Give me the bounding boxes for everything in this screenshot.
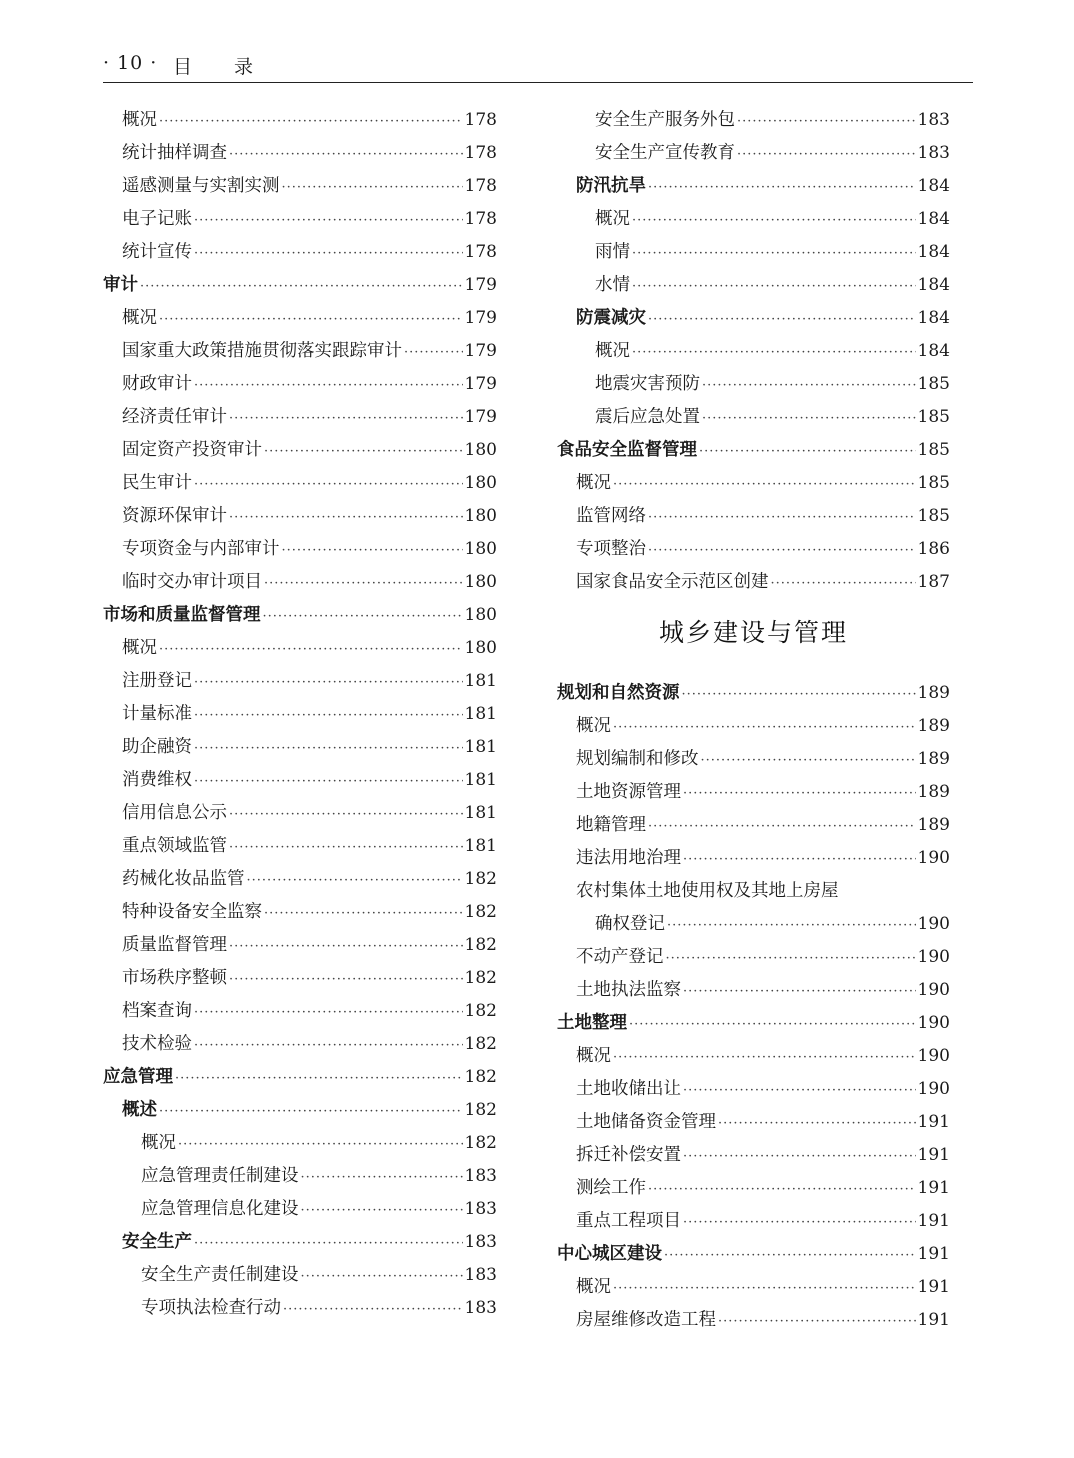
toc-entry[interactable]: [557, 943, 950, 976]
dot-leader: [263, 609, 463, 624]
toc-entry-page: 191: [917, 1145, 950, 1165]
dot-leader: [194, 378, 463, 393]
toc-entry-page: 183: [464, 1199, 497, 1219]
dot-leader: [664, 1248, 916, 1263]
toc-entry-page: 182: [464, 1001, 497, 1021]
toc-entry-page: 178: [464, 242, 497, 262]
toc-entry-title: 质量监督管理: [122, 935, 227, 955]
toc-entry[interactable]: [557, 1207, 950, 1240]
toc-entry-page: 179: [464, 308, 497, 328]
toc-entry-title: 注册登记: [122, 671, 192, 691]
dot-leader: [648, 543, 916, 558]
dot-leader: [194, 213, 463, 228]
toc-entry[interactable]: [103, 832, 497, 865]
toc-right-top: [557, 106, 950, 601]
toc-entry[interactable]: [103, 1129, 497, 1162]
toc-entry-page: 180: [464, 506, 497, 526]
toc-entry-title: 审计: [103, 275, 138, 295]
toc-entry-page: 181: [464, 836, 497, 856]
toc-entry[interactable]: [557, 172, 950, 205]
toc-entry-page: 180: [464, 638, 497, 658]
toc-entry-title: 专项资金与内部审计: [122, 539, 280, 559]
dot-leader: [194, 1005, 463, 1020]
toc-entry-page: 178: [464, 209, 497, 229]
toc-entry-title: 概况: [576, 473, 611, 493]
dot-leader: [159, 1104, 463, 1119]
dot-leader: [282, 543, 463, 558]
toc-entry-page: 183: [464, 1298, 497, 1318]
dot-leader: [666, 951, 916, 966]
toc-entry-title: 国家食品安全示范区创建: [576, 572, 769, 592]
section-title: 城乡建设与管理: [658, 618, 848, 647]
dot-leader: [194, 1038, 463, 1053]
toc-entry[interactable]: [103, 1294, 497, 1327]
toc-entry-title: 水情: [595, 275, 630, 295]
toc-entry-title: 规划编制和修改: [576, 749, 699, 769]
toc-entry[interactable]: [557, 139, 950, 172]
toc-entry[interactable]: [557, 1174, 950, 1207]
toc-entry[interactable]: [103, 337, 497, 370]
toc-entry[interactable]: [557, 370, 950, 403]
toc-entry-title: 确权登记: [595, 914, 665, 934]
dot-leader: [648, 180, 916, 195]
dot-leader: [229, 147, 463, 162]
toc-entry-title: 监管网络: [576, 506, 646, 526]
toc-entry-title: 市场秩序整顿: [122, 968, 227, 988]
toc-entry-page: 183: [917, 143, 950, 163]
toc-entry-page: 191: [917, 1244, 950, 1264]
toc-left-column: [103, 106, 497, 1327]
toc-entry-title: 安全生产服务外包: [595, 110, 735, 130]
toc-entry-page: 191: [917, 1211, 950, 1231]
toc-entry[interactable]: [103, 1261, 497, 1294]
toc-entry-title: 房屋维修改造工程: [576, 1310, 716, 1330]
toc-entry-page: 182: [464, 1034, 497, 1054]
toc-entry-title: 档案查询: [122, 1001, 192, 1021]
dot-leader: [194, 246, 463, 261]
dot-leader: [632, 345, 916, 360]
toc-entry[interactable]: [557, 712, 950, 745]
dot-leader: [283, 1302, 463, 1317]
toc-entry-page: 180: [464, 605, 497, 625]
toc-entry[interactable]: [557, 469, 950, 502]
toc-entry[interactable]: [103, 370, 497, 403]
toc-entry-page: 187: [917, 572, 950, 592]
dot-leader: [282, 180, 463, 195]
dot-leader: [194, 741, 463, 756]
toc-entry[interactable]: [557, 811, 950, 844]
toc-entry[interactable]: [557, 1042, 950, 1075]
dot-leader: [632, 279, 916, 294]
dot-leader: [683, 1215, 916, 1230]
toc-entry[interactable]: [557, 976, 950, 1009]
toc-entry-page: 180: [464, 572, 497, 592]
toc-entry[interactable]: [103, 931, 497, 964]
toc-entry[interactable]: [557, 535, 950, 568]
toc-entry-page: 184: [917, 275, 950, 295]
dot-leader: [229, 840, 463, 855]
toc-entry[interactable]: [103, 601, 497, 634]
dot-leader: [702, 411, 916, 426]
dot-leader: [613, 1281, 916, 1296]
dot-leader: [701, 753, 916, 768]
dot-leader: [648, 510, 916, 525]
dot-leader: [613, 720, 916, 735]
toc-entry-page: 180: [464, 539, 497, 559]
toc-entry-title: 概况: [595, 209, 630, 229]
dot-leader: [613, 477, 916, 492]
toc-entry[interactable]: [557, 1075, 950, 1108]
toc-entry-title: 测绘工作: [576, 1178, 646, 1198]
toc-entry-page: 180: [464, 440, 497, 460]
toc-entry-title: 应急管理: [103, 1067, 173, 1087]
dot-leader: [159, 312, 463, 327]
toc-right-bottom: [557, 679, 950, 1339]
dot-leader: [683, 852, 916, 867]
toc-entry[interactable]: [557, 745, 950, 778]
dot-leader: [175, 1071, 463, 1086]
toc-entry-title: 农村集体土地使用权及其地上房屋: [576, 881, 839, 901]
toc-entry-page: 184: [917, 209, 950, 229]
toc-entry-page: 185: [917, 407, 950, 427]
toc-entry-page: 184: [917, 308, 950, 328]
toc-entry-title: 不动产登记: [576, 947, 664, 967]
dot-leader: [264, 576, 463, 591]
dot-leader: [667, 918, 916, 933]
dot-leader: [404, 345, 463, 360]
toc-entry-page: 186: [917, 539, 950, 559]
toc-entry[interactable]: [103, 403, 497, 436]
toc-right-column: [557, 106, 950, 1339]
toc-entry-page: 182: [464, 1067, 497, 1087]
toc-entry-page: 181: [464, 704, 497, 724]
toc-entry-title: 地震灾害预防: [595, 374, 700, 394]
toc-entry-title: 技术检验: [122, 1034, 192, 1054]
toc-entry[interactable]: [557, 877, 950, 910]
toc-entry-title: 应急管理信息化建设: [141, 1199, 299, 1219]
dot-leader: [648, 312, 916, 327]
toc-entry-title: 市场和质量监督管理: [103, 605, 261, 625]
toc-entry-page: 180: [464, 473, 497, 493]
toc-entry-page: 190: [917, 947, 950, 967]
toc-entry-title: 重点领域监管: [122, 836, 227, 856]
toc-entry-title: 概况: [576, 1277, 611, 1297]
toc-entry-page: 182: [464, 935, 497, 955]
toc-entry-page: 183: [464, 1166, 497, 1186]
dot-leader: [194, 708, 463, 723]
toc-entry[interactable]: [557, 568, 950, 601]
toc-entry-page: 189: [917, 716, 950, 736]
toc-entry[interactable]: [557, 436, 950, 469]
dot-leader: [159, 114, 463, 129]
toc-entry-title: 经济责任审计: [122, 407, 227, 427]
toc-entry[interactable]: [103, 238, 497, 271]
dot-leader: [718, 1314, 916, 1329]
toc-entry[interactable]: [557, 1009, 950, 1042]
toc-entry-title: 地籍管理: [576, 815, 646, 835]
toc-entry-page: 179: [464, 374, 497, 394]
toc-entry-title: 安全生产责任制建设: [141, 1265, 299, 1285]
dot-leader: [683, 786, 916, 801]
toc-entry[interactable]: [103, 1162, 497, 1195]
toc-entry-page: 178: [464, 110, 497, 130]
toc-entry-page: 190: [917, 1046, 950, 1066]
dot-leader: [629, 1017, 916, 1032]
dot-leader: [301, 1203, 463, 1218]
dot-leader: [264, 906, 463, 921]
page-header: [103, 50, 973, 83]
toc-entry[interactable]: [557, 238, 950, 271]
dot-leader: [771, 576, 916, 591]
toc-entry[interactable]: [557, 1306, 950, 1339]
toc-entry-title: 食品安全监督管理: [557, 440, 697, 460]
dot-leader: [301, 1269, 463, 1284]
toc-entry-title: 震后应急处置: [595, 407, 700, 427]
toc-entry-page: 181: [464, 770, 497, 790]
toc-entry-title: 拆迁补偿安置: [576, 1145, 681, 1165]
dot-leader: [301, 1170, 463, 1185]
toc-entry-page: 185: [917, 440, 950, 460]
dot-leader: [194, 1236, 463, 1251]
toc-entry-page: 181: [464, 737, 497, 757]
dot-leader: [737, 147, 916, 162]
toc-entry[interactable]: [103, 1195, 497, 1228]
dot-leader: [683, 984, 916, 999]
toc-entry-title: 民生审计: [122, 473, 192, 493]
toc-entry[interactable]: [103, 766, 497, 799]
toc-entry-title: 计量标准: [122, 704, 192, 724]
toc-entry[interactable]: [103, 865, 497, 898]
toc-entry-page: 182: [464, 902, 497, 922]
page-number: · 10 ·: [103, 52, 158, 74]
toc-entry-title: 财政审计: [122, 374, 192, 394]
toc-entry-title: 统计宣传: [122, 242, 192, 262]
dot-leader: [194, 477, 463, 492]
dot-leader: [229, 510, 463, 525]
toc-entry-title: 临时交办审计项目: [122, 572, 262, 592]
dot-leader: [229, 939, 463, 954]
toc-entry-title: 概况: [122, 308, 157, 328]
toc-entry[interactable]: [557, 271, 950, 304]
toc-entry[interactable]: [103, 469, 497, 502]
toc-entry-title: 概况: [122, 638, 157, 658]
toc-entry-page: 182: [464, 968, 497, 988]
toc-entry-page: 189: [917, 782, 950, 802]
toc-entry-title: 概况: [141, 1133, 176, 1153]
toc-entry-title: 遥感测量与实割实测: [122, 176, 280, 196]
toc-entry-page: 189: [917, 815, 950, 835]
toc-entry[interactable]: [103, 1096, 497, 1129]
toc-entry-page: 179: [464, 341, 497, 361]
toc-entry-title: 雨情: [595, 242, 630, 262]
toc-entry[interactable]: [557, 1108, 950, 1141]
toc-entry[interactable]: [557, 778, 950, 811]
toc-entry-title: 土地资源管理: [576, 782, 681, 802]
toc-entry-title: 应急管理责任制建设: [141, 1166, 299, 1186]
toc-entry[interactable]: [103, 535, 497, 568]
dot-leader: [229, 807, 463, 822]
toc-entry[interactable]: [557, 1273, 950, 1306]
toc-entry-page: 190: [917, 914, 950, 934]
toc-entry-title: 电子记账: [122, 209, 192, 229]
toc-entry-page: 179: [464, 407, 497, 427]
toc-entry[interactable]: [103, 1030, 497, 1063]
toc-entry-title: 概况: [576, 1046, 611, 1066]
toc-entry[interactable]: [557, 106, 950, 139]
dot-leader: [648, 819, 916, 834]
toc-entry-title: 概况: [576, 716, 611, 736]
toc-entry[interactable]: [557, 1141, 950, 1174]
dot-leader: [194, 675, 463, 690]
toc-entry[interactable]: [557, 304, 950, 337]
toc-entry-title: 概况: [122, 110, 157, 130]
toc-entry-page: 184: [917, 176, 950, 196]
toc-entry[interactable]: [103, 733, 497, 766]
toc-entry-title: 概述: [122, 1100, 157, 1120]
toc-entry-page: 191: [917, 1112, 950, 1132]
dot-leader: [264, 444, 463, 459]
toc-entry-page: 189: [917, 683, 950, 703]
toc-entry-page: 189: [917, 749, 950, 769]
toc-entry[interactable]: [557, 679, 950, 712]
toc-entry[interactable]: [557, 502, 950, 535]
toc-entry-page: 191: [917, 1310, 950, 1330]
toc-entry-title: 概况: [595, 341, 630, 361]
toc-entry-page: 178: [464, 143, 497, 163]
toc-entry[interactable]: [103, 799, 497, 832]
toc-entry[interactable]: [103, 1228, 497, 1261]
dot-leader: [229, 411, 463, 426]
toc-entry-title: 助企融资: [122, 737, 192, 757]
toc-entry-title: 专项整治: [576, 539, 646, 559]
toc-entry-page: 184: [917, 341, 950, 361]
toc-entry-page: 190: [917, 848, 950, 868]
toc-entry-page: 191: [917, 1277, 950, 1297]
dot-leader: [178, 1137, 463, 1152]
dot-leader: [159, 642, 463, 657]
toc-entry-page: 182: [464, 1100, 497, 1120]
toc-entry-page: 179: [464, 275, 497, 295]
toc-entry-title: 信用信息公示: [122, 803, 227, 823]
toc-entry-page: 181: [464, 803, 497, 823]
toc-entry-page: 183: [917, 110, 950, 130]
toc-entry-title: 土地整理: [557, 1013, 627, 1033]
toc-entry-title: 药械化妆品监管: [122, 869, 245, 889]
toc-entry[interactable]: [103, 502, 497, 535]
toc-entry[interactable]: [103, 667, 497, 700]
toc-entry[interactable]: [103, 1063, 497, 1096]
dot-leader: [683, 1083, 916, 1098]
toc-entry[interactable]: [103, 172, 497, 205]
toc-entry-title: 防汛抗旱: [576, 176, 646, 196]
dot-leader: [737, 114, 916, 129]
dot-leader: [632, 246, 916, 261]
dot-leader: [683, 1149, 916, 1164]
toc-entry-page: 185: [917, 473, 950, 493]
dot-leader: [632, 213, 916, 228]
toc-entry-title: 国家重大政策措施贯彻落实跟踪审计: [122, 341, 402, 361]
dot-leader: [699, 444, 916, 459]
dot-leader: [247, 873, 463, 888]
toc-entry[interactable]: [557, 205, 950, 238]
toc-entry-page: 185: [917, 506, 950, 526]
toc-entry[interactable]: [103, 568, 497, 601]
toc-entry[interactable]: [557, 337, 950, 370]
toc-entry-title: 统计抽样调查: [122, 143, 227, 163]
toc-entry[interactable]: [103, 964, 497, 997]
toc-entry-page: 190: [917, 980, 950, 1000]
toc-entry-title: 资源环保审计: [122, 506, 227, 526]
dot-leader: [229, 972, 463, 987]
toc-entry-title: 土地执法监察: [576, 980, 681, 1000]
toc-entry[interactable]: [103, 205, 497, 238]
toc-entry-page: 190: [917, 1013, 950, 1033]
toc-entry[interactable]: [103, 898, 497, 931]
toc-entry-title: 规划和自然资源: [557, 683, 680, 703]
dot-leader: [718, 1116, 916, 1131]
toc-entry-page: 178: [464, 176, 497, 196]
toc-entry-page: 183: [464, 1265, 497, 1285]
toc-entry-title: 消费维权: [122, 770, 192, 790]
toc-entry[interactable]: [103, 634, 497, 667]
toc-entry-title: 重点工程项目: [576, 1211, 681, 1231]
toc-entry-title: 固定资产投资审计: [122, 440, 262, 460]
toc-entry-page: 181: [464, 671, 497, 691]
toc-entry[interactable]: [103, 139, 497, 172]
toc-entry-title: 土地储备资金管理: [576, 1112, 716, 1132]
toc-entry-page: 183: [464, 1232, 497, 1252]
toc-entry[interactable]: [103, 436, 497, 469]
toc-entry[interactable]: [103, 997, 497, 1030]
toc-entry[interactable]: [103, 271, 497, 304]
toc-entry-page: 184: [917, 242, 950, 262]
toc-entry[interactable]: [557, 1240, 950, 1273]
toc-entry-page: 182: [464, 1133, 497, 1153]
toc-entry-title: 安全生产: [122, 1232, 192, 1252]
toc-entry-page: 185: [917, 374, 950, 394]
toc-entry-page: 190: [917, 1079, 950, 1099]
toc-entry-title: 特种设备安全监察: [122, 902, 262, 922]
dot-leader: [702, 378, 916, 393]
toc-entry[interactable]: [103, 106, 497, 139]
dot-leader: [648, 1182, 916, 1197]
toc-entry-title: 安全生产宣传教育: [595, 143, 735, 163]
toc-entry-page: 191: [917, 1178, 950, 1198]
toc-entry[interactable]: [103, 304, 497, 337]
toc-entry[interactable]: [557, 910, 950, 943]
toc-entry[interactable]: [557, 844, 950, 877]
toc-entry-page: 182: [464, 869, 497, 889]
toc-entry-title: 违法用地治理: [576, 848, 681, 868]
toc-entry-title: 防震减灾: [576, 308, 646, 328]
dot-leader: [682, 687, 916, 702]
dot-leader: [613, 1050, 916, 1065]
toc-entry-title: 专项执法检查行动: [141, 1298, 281, 1318]
toc-entry-title: 土地收储出让: [576, 1079, 681, 1099]
toc-entry[interactable]: [557, 403, 950, 436]
dot-leader: [194, 774, 463, 789]
page-title: 目 录: [173, 56, 272, 78]
dot-leader: [140, 279, 463, 294]
toc-entry-title: 中心城区建设: [557, 1244, 662, 1264]
toc-entry[interactable]: [103, 700, 497, 733]
